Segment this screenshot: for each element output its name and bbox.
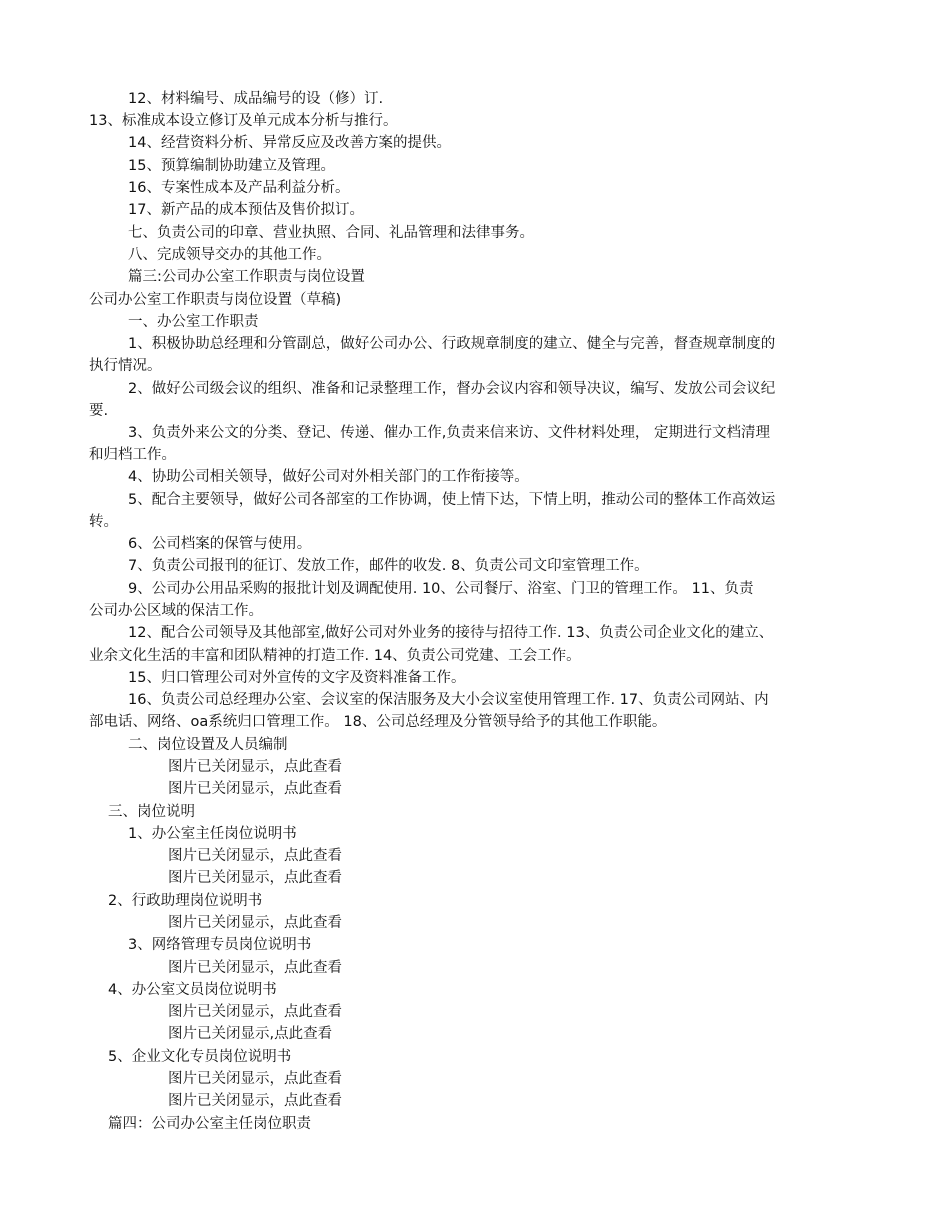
text-line: 七、负责公司的印章、营业执照、合同、礼品管理和法律事务。 [128, 225, 534, 241]
image-placeholder-link[interactable]: 图片已关闭显示，点此查看 [168, 915, 342, 931]
text-line: 15、预算编制协助建立及管理。 [128, 158, 335, 174]
image-placeholder-link[interactable]: 图片已关闭显示，点此查看 [168, 1004, 342, 1020]
image-placeholder-link[interactable]: 图片已关闭显示,点此查看 [168, 1026, 333, 1042]
section-heading: 篇四：公司办公室主任岗位职责 [108, 1116, 311, 1132]
text-line: 16、负责公司总经理办公室、会议室的保洁服务及大小会议室使用管理工作. 17、负责公司网站、内 [128, 692, 769, 708]
text-line: 执行情况。 [89, 358, 162, 374]
text-line: 16、专案性成本及产品利益分析。 [128, 180, 350, 196]
text-line: 13、标准成本设立修订及单元成本分析与推行。 [89, 113, 398, 129]
text-line: 八、完成领导交办的其他工作。 [128, 247, 331, 263]
image-placeholder-link[interactable]: 图片已关闭显示，点此查看 [168, 960, 342, 976]
text-line: 12、材料编号、成品编号的设（修）订. [128, 91, 384, 107]
subsection-heading: 2、行政助理岗位说明书 [108, 893, 263, 909]
text-line: 2、做好公司级会议的组织、准备和记录整理工作，督办会议内容和领导决议，编写、发放公司会议纪 [128, 381, 776, 397]
text-line: 3、负责外来公文的分类、登记、传递、催办工作,负责来信来访、文件材料处理， 定期进行文档清理 [128, 425, 770, 441]
image-placeholder-link[interactable]: 图片已关闭显示，点此查看 [168, 1093, 342, 1109]
section-heading: 一、办公室工作职责 [128, 314, 259, 330]
text-line: 12、配合公司领导及其他部室,做好公司对外业务的接待与招待工作. 13、负责公司企业文化的建立、 [128, 625, 774, 641]
section-heading: 篇三:公司办公室工作职责与岗位设置 [128, 269, 365, 285]
text-line: 5、配合主要领导，做好公司各部室的工作协调，使上情下达，下情上明，推动公司的整体工作高效运 [128, 492, 776, 508]
image-placeholder-link[interactable]: 图片已关闭显示，点此查看 [168, 1071, 342, 1087]
image-placeholder-link[interactable]: 图片已关闭显示，点此查看 [168, 759, 342, 775]
text-line: 6、公司档案的保管与使用。 [128, 536, 312, 552]
subsection-heading: 5、企业文化专员岗位说明书 [108, 1049, 292, 1065]
image-placeholder-link[interactable]: 图片已关闭显示，点此查看 [168, 781, 342, 797]
image-placeholder-link[interactable]: 图片已关闭显示，点此查看 [168, 870, 342, 886]
text-line: 部电话、网络、oa系统归口管理工作。 18、公司总经理及分管领导给予的其他工作职能。 [89, 714, 667, 730]
subsection-heading: 1、办公室主任岗位说明书 [128, 826, 297, 842]
section-heading: 二、岗位设置及人员编制 [128, 737, 288, 753]
image-placeholder-link[interactable]: 图片已关闭显示，点此查看 [168, 848, 342, 864]
text-line: 和归档工作。 [89, 447, 176, 463]
text-line: 9、公司办公用品采购的报批计划及调配使用. 10、公司餐厅、浴室、门卫的管理工作。 11、负责 [128, 581, 754, 597]
text-line: 1、积极协助总经理和分管副总，做好公司办公、行政规章制度的建立、健全与完善，督查规章制度的 [128, 336, 776, 352]
text-line: 15、归口管理公司对外宣传的文字及资料准备工作。 [128, 670, 466, 686]
text-line: 要. [89, 403, 109, 419]
text-line: 14、经营资料分析、异常反应及改善方案的提供。 [128, 135, 451, 151]
text-line: 4、协助公司相关领导，做好公司对外相关部门的工作衔接等。 [128, 469, 529, 485]
section-heading: 三、岗位说明 [108, 804, 195, 820]
text-line: 转。 [89, 514, 118, 530]
document-title: 公司办公室工作职责与岗位设置（草稿) [89, 292, 342, 308]
text-line: 7、负责公司报刊的征订、发放工作，邮件的收发. 8、负责公司文印室管理工作。 [128, 558, 649, 574]
text-line: 17、新产品的成本预估及售价拟订。 [128, 202, 364, 218]
subsection-heading: 3、网络管理专员岗位说明书 [128, 937, 312, 953]
text-line: 公司办公区域的保洁工作。 [89, 603, 263, 619]
subsection-heading: 4、办公室文员岗位说明书 [108, 982, 277, 998]
text-line: 业余文化生活的丰富和团队精神的打造工作. 14、负责公司党建、工会工作。 [89, 648, 581, 664]
